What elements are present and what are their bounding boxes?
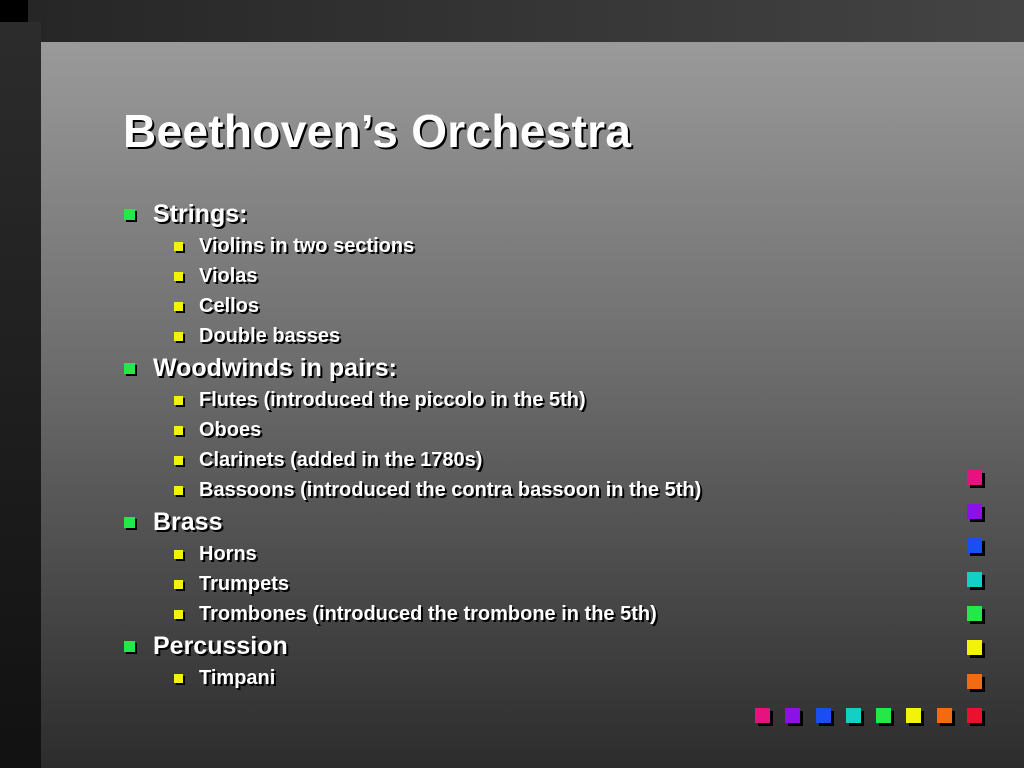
list-item (123, 261, 923, 291)
square-bullet-icon (174, 302, 183, 311)
decor-square (967, 470, 982, 485)
decor-square (967, 640, 982, 655)
list-item (123, 445, 923, 475)
list-item-text: Trumpets (199, 573, 290, 595)
list-item (123, 539, 923, 569)
list-item (123, 415, 923, 445)
decor-square (967, 538, 982, 553)
list-item-text: Bassoons (introduced the contra bassoon in the 5th) (199, 479, 702, 501)
square-bullet-icon (124, 641, 135, 652)
top-frame-band (28, 0, 1024, 42)
square-bullet-icon (174, 396, 183, 405)
square-bullet-icon (174, 272, 183, 281)
decor-square (967, 572, 982, 587)
list-item (123, 599, 923, 629)
list-item-text: Violins in two sections (199, 235, 415, 257)
list-item (123, 385, 923, 415)
square-bullet-icon (174, 332, 183, 341)
list-item (123, 321, 923, 351)
square-bullet-icon (174, 456, 183, 465)
section-strings (123, 197, 923, 231)
list-item-text: Oboes (199, 419, 262, 441)
list-item (123, 475, 923, 505)
list-item (123, 291, 923, 321)
decor-square (876, 708, 891, 723)
decor-square (937, 708, 952, 723)
list-item-text: Horns (199, 543, 257, 565)
list-item-text: Trombones (introduced the trombone in the 5th) (199, 603, 657, 625)
list-item-text: Flutes (introduced the piccolo in the 5th) (199, 389, 586, 411)
square-bullet-icon (124, 209, 135, 220)
square-bullet-icon (174, 580, 183, 589)
section-percussion (123, 629, 923, 663)
decor-square (967, 606, 982, 621)
square-bullet-icon (124, 363, 135, 374)
left-frame-band (0, 22, 41, 768)
list-item (123, 569, 923, 599)
square-bullet-icon (174, 242, 183, 251)
square-bullet-icon (174, 610, 183, 619)
section-heading: Percussion (153, 632, 288, 660)
corner-square (0, 0, 28, 22)
decor-square (967, 504, 982, 519)
slide-title: Beethoven’s Orchestra (123, 105, 632, 157)
decor-square (967, 674, 982, 689)
decor-square (816, 708, 831, 723)
section-brass (123, 505, 923, 539)
square-bullet-icon (174, 674, 183, 683)
decor-square (846, 708, 861, 723)
section-heading: Brass (153, 508, 223, 536)
decor-square (755, 708, 770, 723)
list-item-text: Clarinets (added in the 1780s) (199, 449, 483, 471)
square-bullet-icon (124, 517, 135, 528)
section-woodwinds (123, 351, 923, 385)
decor-square (967, 708, 982, 723)
list-item (123, 663, 923, 693)
section-heading: Strings: (153, 200, 248, 228)
section-heading: Woodwinds in pairs: (153, 354, 397, 382)
list-item-text: Cellos (199, 295, 260, 317)
list-item-text: Violas (199, 265, 258, 287)
list-item-text: Timpani (199, 667, 276, 689)
square-bullet-icon (174, 426, 183, 435)
decor-square (785, 708, 800, 723)
square-bullet-icon (174, 550, 183, 559)
slide-content (123, 197, 923, 693)
list-item-text: Double basses (199, 325, 341, 347)
square-bullet-icon (174, 486, 183, 495)
decor-square (906, 708, 921, 723)
list-item (123, 231, 923, 261)
